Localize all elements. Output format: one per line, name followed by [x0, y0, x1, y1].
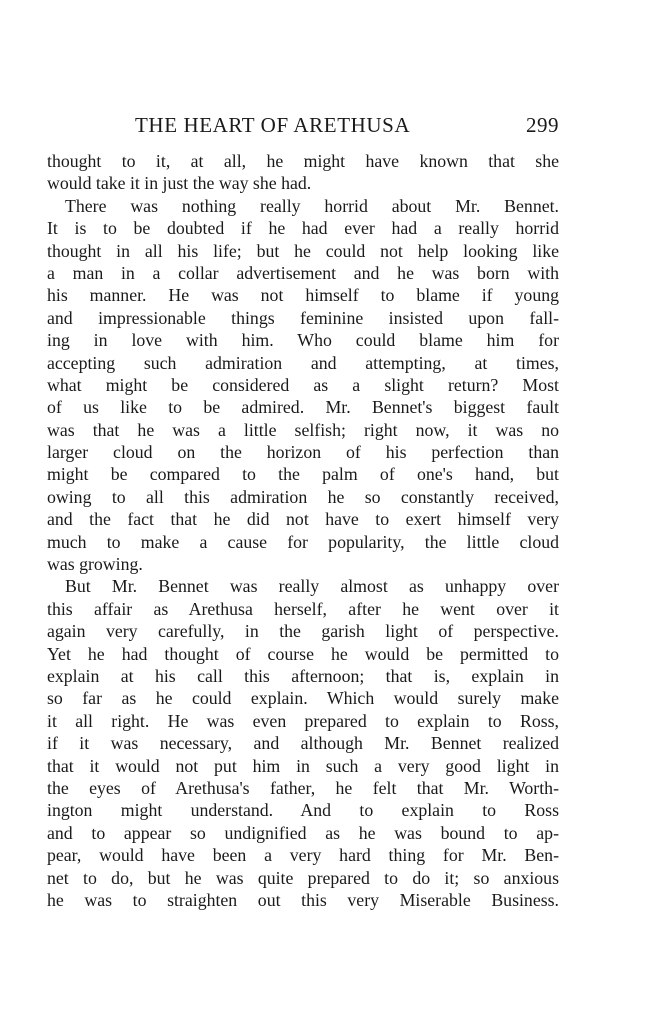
text-line: ington might understand. And to explain to Ross	[47, 800, 559, 821]
text-line: It is to be doubted if he had ever had a really horrid	[47, 218, 559, 239]
text-line: of us like to be admired. Mr. Bennet's biggest fault	[47, 397, 559, 418]
text-line: There was nothing really horrid about Mr. Bennet.	[65, 195, 559, 216]
text-line: explain at his call this afternoon; that is, explain in	[47, 665, 559, 686]
text-line: owing to all this admiration he so constantly received,	[47, 486, 559, 507]
text-line: Yet he had thought of course he would be permitted to	[47, 643, 559, 664]
text-line: would take it in just the way she had.	[47, 173, 312, 194]
body-text	[47, 150, 559, 911]
text-line: and to appear so undignified as he was bound to ap-	[47, 822, 559, 843]
text-line: the eyes of Arethusa's father, he felt that Mr. Worth-	[47, 777, 559, 798]
text-line: pear, would have been a very hard thing for Mr. Ben-	[47, 845, 559, 866]
text-line: might be compared to the palm of one's hand, but	[47, 464, 559, 485]
text-line: But Mr. Bennet was really almost as unhappy over	[65, 576, 559, 597]
text-line: he was to straighten out this very Miserable Business.	[47, 889, 559, 910]
text-line: again very carefully, in the garish light of perspective.	[47, 621, 559, 642]
text-line: was that he was a little selfish; right now, it was no	[47, 419, 559, 440]
text-line: and the fact that he did not have to exert himself very	[47, 509, 559, 530]
text-line: was growing.	[47, 554, 143, 575]
text-line: a man in a collar advertisement and he was born with	[47, 262, 559, 283]
text-line: what might be considered as a slight return? Most	[47, 374, 559, 395]
text-line: thought to it, at all, he might have known that she	[47, 151, 559, 171]
text-line: this affair as Arethusa herself, after he went over it	[47, 598, 559, 619]
text-line: it all right. He was even prepared to explain to Ross,	[47, 710, 559, 731]
text-line: that it would not put him in such a very good light in	[47, 755, 559, 776]
text-line: so far as he could explain. Which would surely make	[47, 688, 559, 709]
page-number: 299	[526, 113, 559, 137]
text-line: net to do, but he was quite prepared to do it; so anxious	[47, 867, 559, 888]
text-line: larger cloud on the horizon of his perfection than	[47, 442, 559, 463]
text-line: and impressionable things feminine insisted upon fall-	[47, 307, 559, 328]
text-line: thought in all his life; but he could not help looking like	[47, 240, 559, 261]
text-line: his manner. He was not himself to blame if young	[47, 285, 559, 306]
running-head	[47, 110, 559, 140]
text-line: if it was necessary, and although Mr. Bennet realized	[47, 733, 559, 754]
text-line: accepting such admiration and attempting, at times,	[47, 352, 559, 373]
running-title: THE HEART OF ARETHUSA	[135, 113, 411, 137]
text-line: much to make a cause for popularity, the little cloud	[47, 531, 559, 552]
text-line: ing in love with him. Who could blame him for	[47, 330, 559, 351]
